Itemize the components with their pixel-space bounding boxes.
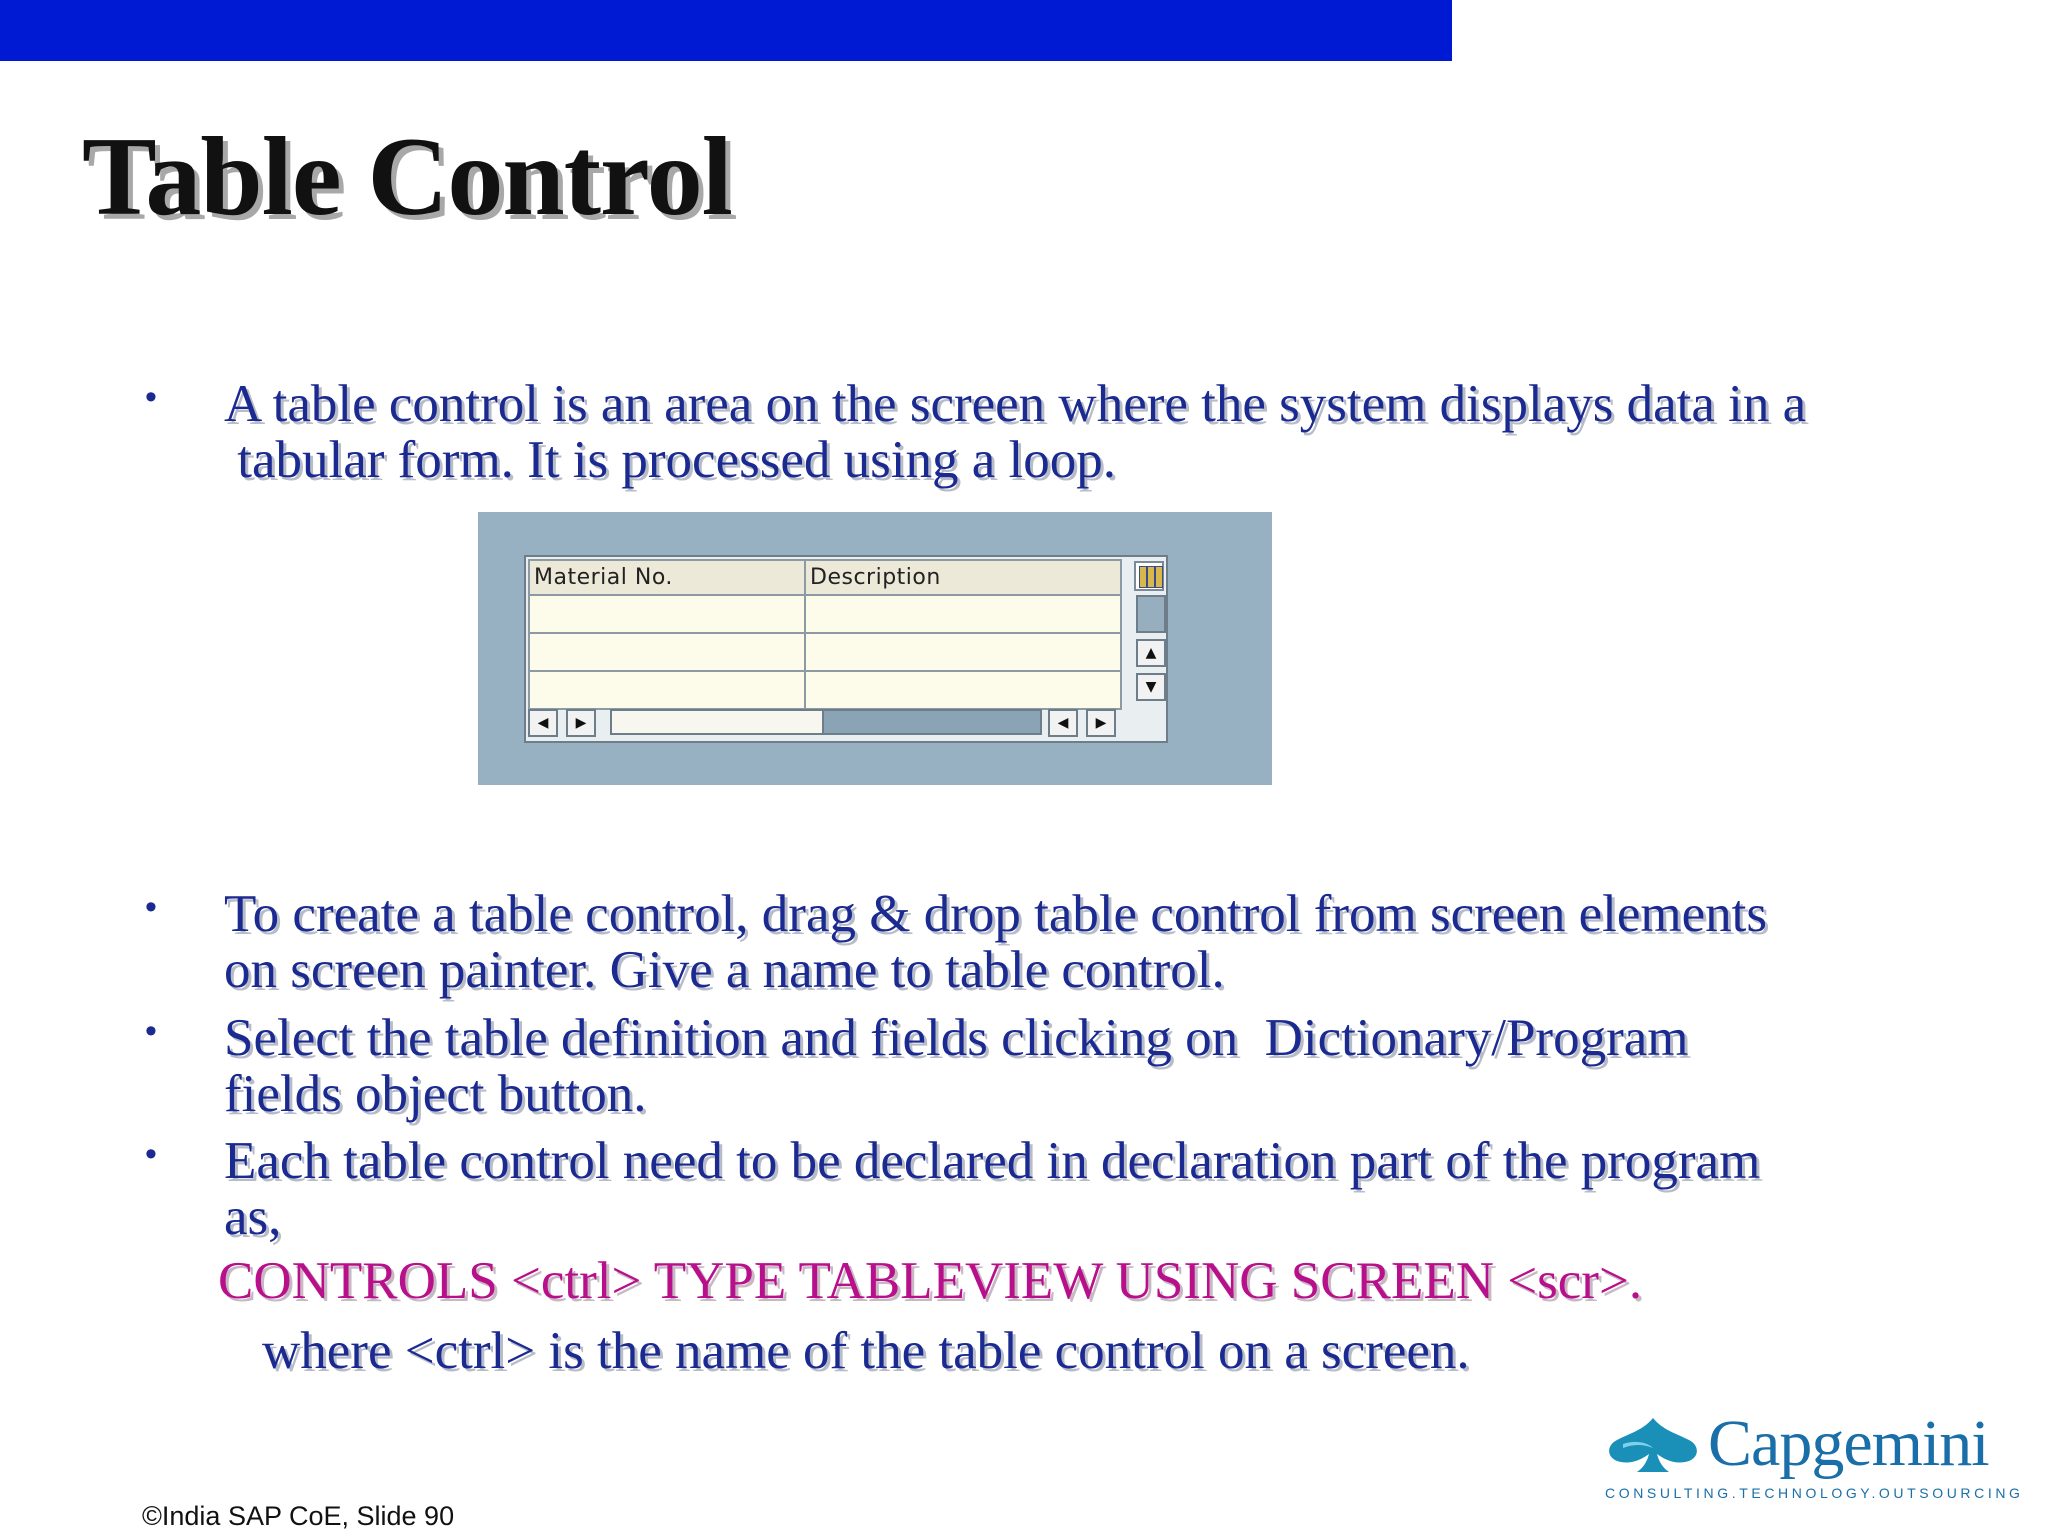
bullet-2-line-2: on screen painter. Give a name to table control.: [224, 941, 1225, 999]
scroll-right-icon[interactable]: ▶: [1086, 709, 1116, 737]
table-cell-material[interactable]: [529, 671, 805, 709]
spade-icon: [1603, 1414, 1703, 1480]
table-row: [529, 595, 1121, 633]
scroll-right-icon[interactable]: ▶: [566, 709, 596, 737]
table-row: [529, 671, 1121, 709]
column-header-description[interactable]: Description: [805, 560, 1121, 595]
table-cell-description[interactable]: [805, 633, 1121, 671]
bullet-1-line-1: A table control is an area on the screen where the system displays data in a: [224, 375, 1807, 433]
code-statement: CONTROLS <ctrl> TYPE TABLEVIEW USING SCREEN <scr>.: [218, 1252, 1643, 1310]
bullet-2-line-1: To create a table control, drag & drop table control from screen elements: [224, 885, 1767, 943]
bullet-1-line-2: tabular form. It is processed using a loop.: [224, 431, 1116, 489]
bullet-4-line-2: as,: [224, 1188, 282, 1246]
scroll-up-icon[interactable]: ▲: [1136, 639, 1166, 667]
table-cell-description[interactable]: [805, 595, 1121, 633]
horizontal-scroll-thumb[interactable]: [612, 711, 824, 733]
top-accent-bar: [0, 0, 1452, 61]
table-grid: [528, 559, 1122, 710]
bullet-marker: •: [145, 1012, 157, 1050]
column-header-material-no[interactable]: Material No.: [529, 560, 805, 595]
bullet-3-line-1: Select the table definition and fields clicking on Dictionary/Program: [224, 1009, 1689, 1067]
logo-wordmark: Capgemini: [1708, 1407, 1989, 1480]
scroll-left-icon[interactable]: ◀: [1048, 709, 1078, 737]
bullet-marker: •: [145, 378, 157, 416]
vertical-scrollbar[interactable]: [1136, 595, 1166, 701]
horizontal-scroll-track[interactable]: [610, 709, 1042, 735]
table-row: [529, 633, 1121, 671]
bullet-text-4: [224, 1133, 1760, 1245]
bullet-text-1: [224, 376, 1806, 488]
scroll-left-icon[interactable]: ◀: [528, 709, 558, 737]
code-explanation: where <ctrl> is the name of the table control on a screen.: [262, 1322, 1470, 1380]
vertical-scroll-thumb[interactable]: [1136, 595, 1166, 633]
bullet-marker: •: [145, 888, 157, 926]
bullet-marker: •: [145, 1135, 157, 1173]
table-control-screenshot: [478, 512, 1272, 785]
footer-copyright: ©India SAP CoE, Slide 90: [142, 1501, 455, 1531]
table-cell-material[interactable]: [529, 595, 805, 633]
bullet-4-line-1: Each table control need to be declared in declaration part of the program: [224, 1132, 1761, 1190]
bullet-3-line-2: fields object button.: [224, 1065, 647, 1123]
table-settings-icon[interactable]: [1134, 561, 1164, 591]
table-cell-description[interactable]: [805, 671, 1121, 709]
scroll-down-icon[interactable]: ▼: [1136, 673, 1166, 701]
table-cell-material[interactable]: [529, 633, 805, 671]
table-control: [524, 555, 1168, 743]
horizontal-scrollbar[interactable]: [526, 707, 1170, 739]
slide-title: Table Control: [82, 115, 732, 239]
bullet-text-2: [224, 886, 1767, 998]
capgemini-logo: [1603, 1407, 2024, 1506]
logo-tagline: CONSULTING.TECHNOLOGY.OUTSOURCING: [1605, 1485, 2024, 1501]
bullet-text-3: [224, 1010, 1688, 1122]
